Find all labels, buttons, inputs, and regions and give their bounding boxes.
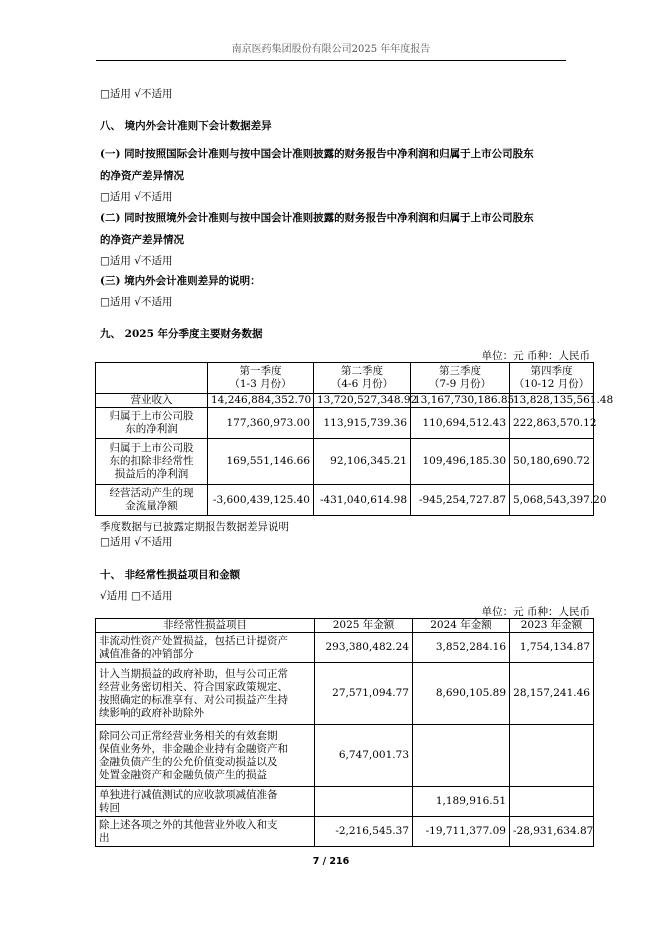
row-label: 计入当期损益的政府补助，但与公司正常 经营业务密切相关、符合国家政策规定、 按照确定的标准享有、对公司损益产生持 续影响的政府补助除外 bbox=[96, 663, 315, 725]
quarterly-header-q1: 第一季度 （1-3 月份） bbox=[208, 363, 314, 394]
cell-value: 92,106,345.21 bbox=[314, 439, 411, 485]
section-8-title: 八、 境内外会计准则下会计数据差异 bbox=[100, 120, 272, 132]
section-8-3-option: □适用 √不适用 bbox=[100, 296, 173, 308]
section-10-unit: 单位：元 币种：人民币 bbox=[481, 606, 590, 618]
section-8-3-title: (三) 境内外会计准则差异的说明： bbox=[100, 275, 261, 287]
section-10-title: 十、 非经常性损益项目和金额 bbox=[100, 569, 241, 581]
cell-value: 14,246,884,352.70 bbox=[208, 394, 314, 408]
table-row bbox=[96, 725, 594, 787]
cell-value: 50,180,690.72 bbox=[510, 439, 594, 485]
quarterly-header-q4: 第四季度 （10-12 月份） bbox=[510, 363, 594, 394]
quarterly-note: 季度数据与已披露定期报告数据差异说明 bbox=[100, 521, 289, 533]
section-8-2-title-line1: (二) 同时按照境外会计准则与按中国会计准则披露的财务报告中净利润和归属于上市公司股东 bbox=[100, 212, 534, 224]
cell-value: -19,711,377.09 bbox=[413, 817, 510, 847]
cell-value: 8,690,105.89 bbox=[413, 663, 510, 725]
section-8-2-title-line2: 的净资产差异情况 bbox=[100, 234, 184, 246]
quarterly-table bbox=[95, 362, 614, 516]
cell-value: 13,720,527,348.92 bbox=[314, 394, 411, 408]
cell-value: -945,254,727.87 bbox=[411, 485, 510, 516]
cell-value: 13,167,730,186.85 bbox=[411, 394, 510, 408]
cell-value: 1,754,134.87 bbox=[510, 633, 594, 663]
cell-value: -28,931,634.87 bbox=[510, 817, 594, 847]
section-8-1-title-line1: (一) 同时按照国际会计准则与按中国会计准则披露的财务报告中净利润和归属于上市公司股东 bbox=[100, 148, 534, 160]
cell-value: 113,915,739.36 bbox=[314, 408, 411, 439]
non-recurring-header-row bbox=[96, 619, 594, 633]
cell-value: 109,496,185.30 bbox=[411, 439, 510, 485]
row-label: 除上述各项之外的其他营业外收入和支 出 bbox=[96, 817, 315, 847]
quarterly-header-corner bbox=[96, 363, 208, 394]
non-recurring-table bbox=[95, 618, 594, 847]
section-8-1-option: □适用 √不适用 bbox=[100, 191, 173, 203]
table-row bbox=[96, 633, 594, 663]
page-number: 7 / 216 bbox=[312, 856, 350, 867]
table-row bbox=[96, 394, 594, 408]
row-label: 除同公司正常经营业务相关的有效套期 保值业务外，非金融企业持有金融资产和 金融负债产生的公允价值变动损益以及 处置金融资产和金融负债产生的损益 bbox=[96, 725, 315, 787]
table-row bbox=[96, 439, 594, 485]
cell-value bbox=[413, 725, 510, 787]
header-2025: 2025 年金额 bbox=[315, 619, 413, 633]
cell-value: 28,157,241.46 bbox=[510, 663, 594, 725]
cell-value: 1,189,916.51 bbox=[413, 787, 510, 817]
section-8-2-option: □适用 √不适用 bbox=[100, 255, 173, 267]
table-row bbox=[96, 485, 594, 516]
cell-value: 110,694,512.43 bbox=[411, 408, 510, 439]
section-9-unit: 单位：元 币种：人民币 bbox=[481, 350, 590, 362]
row-label: 归属于上市公司股 东的扣除非经常性 损益后的净利润 bbox=[96, 439, 208, 485]
cell-value bbox=[510, 725, 594, 787]
table-row bbox=[96, 408, 594, 439]
cell-value: 293,380,482.24 bbox=[315, 633, 413, 663]
cell-value: 27,571,094.77 bbox=[315, 663, 413, 725]
section-9-title: 九、 2025 年分季度主要财务数据 bbox=[100, 328, 263, 340]
header-2023: 2023 年金额 bbox=[510, 619, 594, 633]
cell-value: 6,747,001.73 bbox=[315, 725, 413, 787]
quarterly-note-option: □适用 √不适用 bbox=[100, 536, 173, 548]
cell-value: 222,863,570.12 bbox=[510, 408, 594, 439]
page-header: 南京医药集团股份有限公司2025 年年度报告 bbox=[96, 40, 566, 61]
cell-value: 5,068,543,397.20 bbox=[510, 485, 594, 516]
row-label: 营业收入 bbox=[96, 394, 208, 408]
table-row bbox=[96, 663, 594, 725]
cell-value: -431,040,614.98 bbox=[314, 485, 411, 516]
applicability-option: □适用 √不适用 bbox=[100, 88, 173, 100]
quarterly-header-row bbox=[96, 363, 594, 394]
header-item: 非经常性损益项目 bbox=[96, 619, 315, 633]
cell-value: -2,216,545.37 bbox=[315, 817, 413, 847]
cell-value: 177,360,973.00 bbox=[208, 408, 314, 439]
header-2024: 2024 年金额 bbox=[413, 619, 510, 633]
cell-value: 3,852,284.16 bbox=[413, 633, 510, 663]
row-label: 经营活动产生的现 金流量净额 bbox=[96, 485, 208, 516]
cell-value: 13,828,135,561.48 bbox=[510, 394, 594, 408]
row-label: 非流动性资产处置损益，包括已计提资产 减值准备的冲销部分 bbox=[96, 633, 315, 663]
quarterly-header-q2: 第二季度 （4-6 月份） bbox=[314, 363, 411, 394]
cell-value bbox=[510, 787, 594, 817]
cell-value: -3,600,439,125.40 bbox=[208, 485, 314, 516]
section-8-1-title-line2: 的净资产差异情况 bbox=[100, 170, 184, 182]
table-row bbox=[96, 787, 594, 817]
table-row bbox=[96, 817, 594, 847]
cell-value: 169,551,146.66 bbox=[208, 439, 314, 485]
cell-value bbox=[315, 787, 413, 817]
quarterly-header-q3: 第三季度 （7-9 月份） bbox=[411, 363, 510, 394]
section-10-option: √适用 □不适用 bbox=[100, 590, 173, 602]
row-label: 归属于上市公司股 东的净利润 bbox=[96, 408, 208, 439]
row-label: 单独进行减值测试的应收款项减值准备 转回 bbox=[96, 787, 315, 817]
